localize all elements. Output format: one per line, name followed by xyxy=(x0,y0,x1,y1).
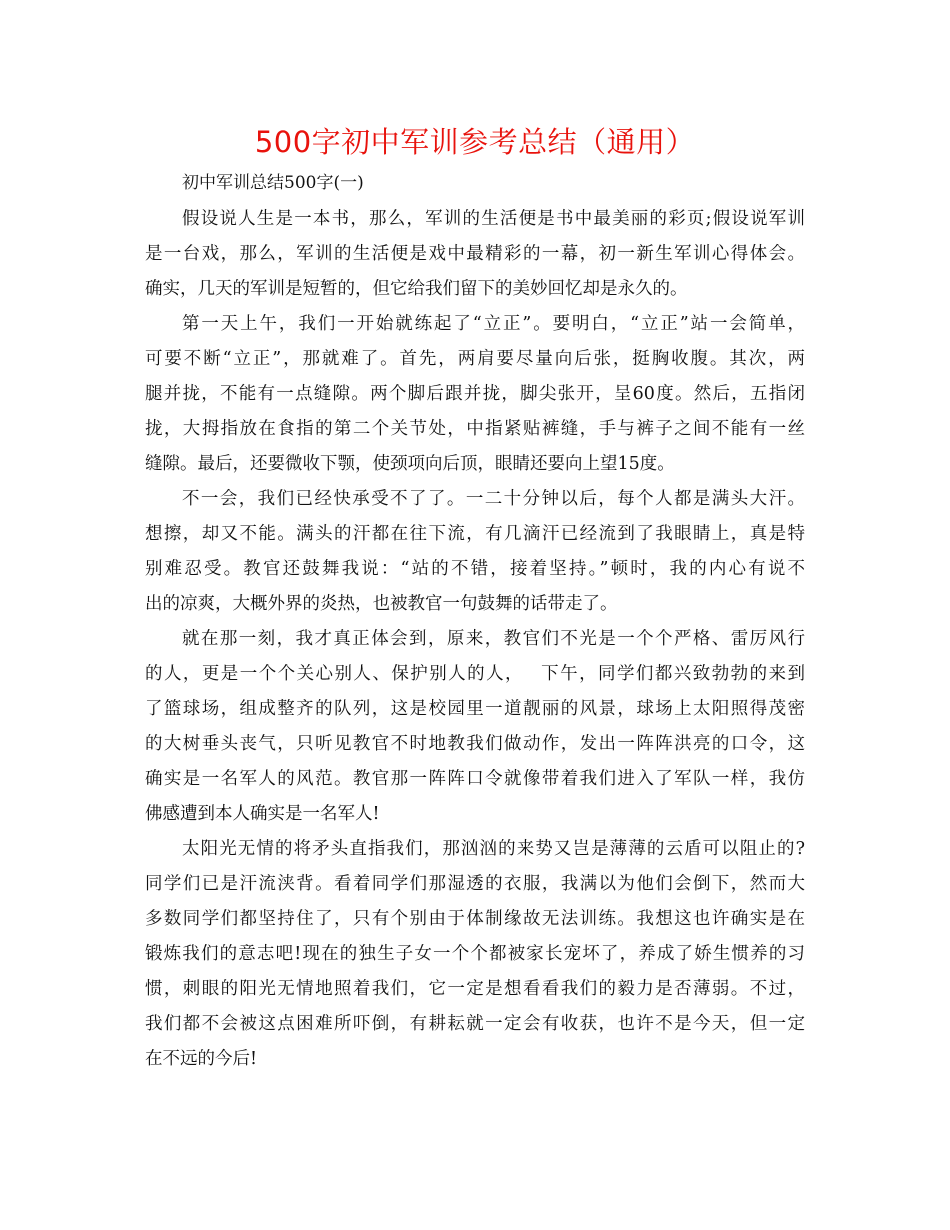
paragraph-line: 就在那一刻，我才真正体会到，原来，教官们不光是一个个严格、雷厉风行 xyxy=(182,629,805,649)
paragraph-line: 确实是一名军人的风范。教官那一阵阵口令就像带着我们进入了军队一样，我仿 xyxy=(145,769,805,789)
paragraph-line: 出的凉爽，大概外界的炎热，也被教官一句鼓舞的话带走了。 xyxy=(145,594,618,614)
paragraph-line: 想擦，却又不能。满头的汗都在往下流，有几滴汗已经流到了我眼睛上，真是特 xyxy=(145,524,805,544)
paragraph-line: 锻炼我们的意志吧!现在的独生子女一个个都被家长宠坏了，养成了娇生惯养的习 xyxy=(145,944,805,964)
paragraph-line: 假设说人生是一本书，那么，军训的生活便是书中最美丽的彩页;假设说军训 xyxy=(182,209,805,229)
paragraph xyxy=(145,307,805,482)
paragraph xyxy=(145,202,805,307)
paragraph-line: 惯，刺眼的阳光无情地照着我们，它一定是想看看我们的毅力是否薄弱。不过， xyxy=(145,979,805,999)
paragraph-line: 确实，几天的军训是短暂的，但它给我们留下的美妙回忆却是永久的。 xyxy=(145,279,688,299)
paragraph-line: 多数同学们都坚持住了，只有个别由于体制缘故无法训练。我想这也许确实是在 xyxy=(145,909,805,929)
paragraph-line: 同学们已是汗流浃背。看着同学们那湿透的衣服，我满以为他们会倒下，然而大 xyxy=(145,874,805,894)
paragraph-line: 第一天上午，我们一开始就练起了“立正”。要明白，“立正”站一会简单， xyxy=(182,314,805,334)
paragraph-line: 的人，更是一个个关心别人、保护别人的人， 下午，同学们都兴致勃勃的来到 xyxy=(145,664,805,684)
paragraph xyxy=(145,482,805,622)
paragraph-line: 不一会，我们已经快承受不了了。一二十分钟以后，每个人都是满头大汗。 xyxy=(182,489,805,509)
paragraph-line: 是一台戏，那么，军训的生活便是戏中最精彩的一幕，初一新生军训心得体会。 xyxy=(145,244,805,264)
paragraph-line: 的大树垂头丧气，只听见教官不时地教我们做动作，发出一阵阵洪亮的口令，这 xyxy=(145,734,805,754)
paragraph xyxy=(145,832,805,1077)
paragraph-line: 我们都不会被这点困难所吓倒，有耕耘就一定会有收获，也许不是今天，但一定 xyxy=(145,1014,805,1034)
paragraph-line: 拢，大拇指放在食指的第二个关节处，中指紧贴裤缝，手与裤子之间不能有一丝 xyxy=(145,419,805,439)
paragraph-line: 了篮球场，组成整齐的队列，这是校园里一道靓丽的风景，球场上太阳照得茂密 xyxy=(145,699,805,719)
paragraph-line: 别难忍受。教官还鼓舞我说：“站的不错，接着坚持。”顿时，我的内心有说不 xyxy=(145,559,805,579)
paragraph-line: 腿并拢，不能有一点缝隙。两个脚后跟并拢，脚尖张开，呈60度。然后，五指闭 xyxy=(145,384,805,404)
paragraph-line: 太阳光无情的将矛头直指我们，那汹汹的来势又岂是薄薄的云盾可以阻止的? xyxy=(182,839,805,859)
paragraph-line: 可要不断“立正”，那就难了。首先，两肩要尽量向后张，挺胸收腹。其次，两 xyxy=(145,349,805,369)
paragraph xyxy=(145,622,805,832)
document-body xyxy=(145,202,805,1077)
paragraph-line: 在不远的今后! xyxy=(145,1049,258,1069)
document-subtitle: 初中军训总结500字(一) xyxy=(182,173,364,193)
document-title: 500字初中军训参考总结（通用） xyxy=(254,125,696,159)
paragraph-line: 佛感遭到本人确实是一名军人! xyxy=(145,804,380,824)
paragraph-line: 缝隙。最后，还要微收下颚，使颈项向后顶，眼睛还要向上望15度。 xyxy=(145,454,675,474)
